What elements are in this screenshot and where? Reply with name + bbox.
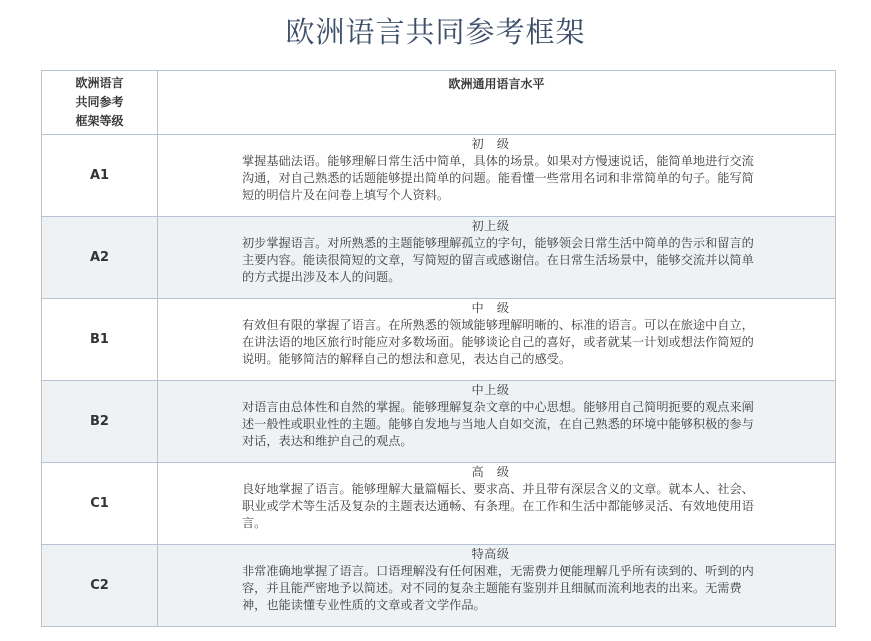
level-description-cell — [158, 545, 836, 627]
level-description: 掌握基础法语。能够理解日常生活中简单，具体的场景。如果对方慢速说话，能简单地进行交流沟通，对自己熟悉的话题能够提出简单的问题。能看懂一些常用名词和非常简单的句子。能写简短的明信片及在问卷上填写个人资料。 — [242, 154, 754, 202]
header-left-line: 欧洲语言 — [75, 76, 124, 90]
level-description-cell — [158, 463, 836, 545]
level-name: 中上级 — [471, 383, 510, 397]
level-name: 中 级 — [471, 301, 510, 315]
level-name: 特高级 — [471, 547, 510, 561]
level-name: 高 级 — [471, 465, 510, 479]
level-description-cell — [158, 217, 836, 299]
level-description: 初步掌握语言。对所熟悉的主题能够理解孤立的字句，能够领会日常生活中简单的告示和留言的主要内容。能读很简短的文章，写简短的留言或感谢信。在日常生活场景中，能够交流并以简单的方式提出涉及本人的问题。 — [242, 236, 754, 284]
level-description: 非常准确地掌握了语言。口语理解没有任何困难，无需费力便能理解几乎所有读到的、听到的内容，并且能严密地予以简述。对不同的复杂主题能有鉴别并且细腻而流利地表的出来。无需费神，也能读懂专业性质的文章或者文学作品。 — [242, 564, 754, 612]
level-code: C2 — [42, 545, 158, 627]
table-row-c1 — [42, 463, 836, 545]
cefr-table — [41, 70, 836, 627]
level-name: 初上级 — [471, 219, 510, 233]
level-description: 对语言由总体性和自然的掌握。能够理解复杂文章的中心思想。能够用自己简明扼要的观点来阐述一般性或职业性的主题。能够自发地与当地人自如交流，在自己熟悉的环境中能够积极的参与对话，表达和维护自己的观点。 — [242, 400, 754, 448]
level-description: 良好地掌握了语言。能够理解大量篇幅长、要求高、并且带有深层含义的文章。就本人、社会、职业或学术等生活及复杂的主题表达通畅、有条理。在工作和生活中都能够灵活、有效地使用语言。 — [242, 482, 754, 530]
level-description-cell — [158, 299, 836, 381]
header-description-column: 欧洲通用语言水平 — [158, 71, 836, 135]
header-left-line: 框架等级 — [75, 114, 124, 128]
table-header-row — [42, 71, 836, 135]
level-description-cell — [158, 135, 836, 217]
header-level-column — [42, 71, 158, 135]
level-code: B1 — [42, 299, 158, 381]
level-description: 有效但有限的掌握了语言。在所熟悉的领域能够理解明晰的、标准的语言。可以在旅途中自立，在讲法语的地区旅行时能应对多数场面。能够谈论自己的喜好，或者就某一计划或想法作简短的说明。能够简洁的解释自己的想法和意见，表达自己的感受。 — [242, 318, 754, 366]
level-code: A2 — [42, 217, 158, 299]
level-name: 初 级 — [471, 137, 510, 151]
table-row-c2 — [42, 545, 836, 627]
level-description-cell — [158, 381, 836, 463]
table-row-a1 — [42, 135, 836, 217]
header-left-line: 共同参考 — [75, 95, 124, 109]
level-code: C1 — [42, 463, 158, 545]
level-code: B2 — [42, 381, 158, 463]
table-row-a2 — [42, 217, 836, 299]
table-row-b2 — [42, 381, 836, 463]
table-row-b1 — [42, 299, 836, 381]
page-title: 欧洲语言共同参考框架 — [285, 15, 586, 49]
level-code: A1 — [42, 135, 158, 217]
